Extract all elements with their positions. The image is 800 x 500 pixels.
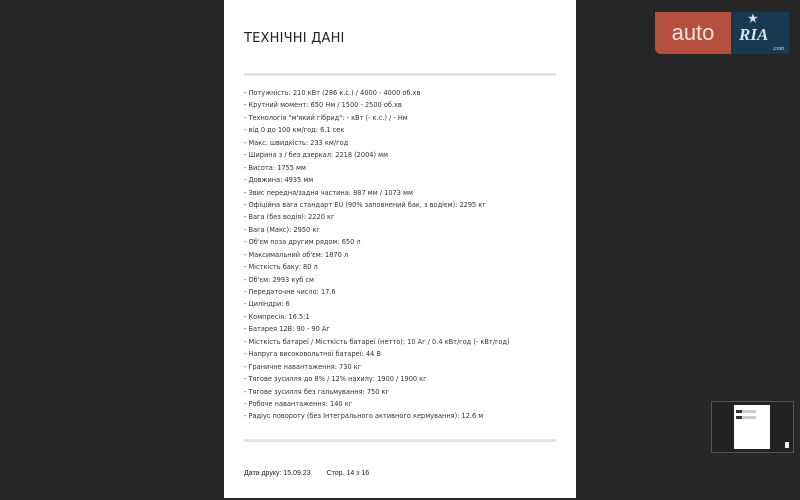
divider-bottom (244, 439, 556, 442)
spec-item: - Напруга високовольтної батареї: 44 В (244, 350, 381, 359)
spec-item: - Місткість батареї / Місткість батареї (нетто): 10 Аг / 0.4 кВт/год (- кВт/год) (244, 337, 510, 346)
logo-com-text: .com (772, 46, 784, 52)
spec-item: - Робоче навантаження: 140 кг (244, 399, 353, 408)
logo-ria-text: RIA (739, 25, 769, 44)
spec-item: - Тягове зусилля без гальмування: 750 кг (244, 387, 389, 396)
spec-item: - Тягове зусилля до 8% / 12% нахилу: 1900 / 1900 кг (244, 375, 427, 384)
page-thumbnail-navigator[interactable] (711, 401, 794, 453)
logo-auto: auto (655, 12, 731, 54)
document-page (224, 0, 576, 498)
thumbnail-indicator (785, 442, 789, 448)
spec-item: - Довжина: 4935 мм (244, 176, 314, 185)
spec-item: - Потужність: 210 кВт (286 к.с.) / 4000 - 4000 об.хв (244, 89, 421, 97)
spec-item: - Об'єм: 2993 куб см (244, 275, 314, 284)
spec-item: - Ширина з / без дзеркал: 2218 (2004) мм (244, 151, 389, 160)
spec-item: - Передаточне число: 17.6 (244, 288, 336, 296)
spec-item: - Максимальний об'єм: 1870 л (244, 250, 349, 259)
autoria-logo (655, 12, 789, 54)
divider-top (244, 73, 556, 76)
spec-item: - Висота: 1755 мм (244, 163, 306, 172)
page-title: ТЕХНІЧНІ ДАНІ (244, 31, 345, 46)
star-icon: ★ (748, 13, 758, 25)
spec-list (244, 87, 564, 423)
spec-item: - Вага (Макс): 2950 кг (244, 225, 320, 234)
page-number: Стор. 14 з 16 (326, 470, 370, 477)
spec-item: - Офіційна вага стандарт EU (90% заповнений бак, з водієм): 2295 кг (244, 200, 486, 209)
spec-item: - від 0 до 100 км/год: 6.1 сек (244, 126, 345, 135)
spec-item: - Радіус повороту (без Інтегрального активного кермування): 12.6 м (244, 412, 484, 421)
print-date: Дата друку: 15.09.23 (244, 470, 311, 477)
thumbnail-line (736, 416, 756, 419)
spec-item: - Макс. швидкість: 233 км/год (244, 138, 349, 147)
spec-item: - Вага (без водія): 2220 кг (244, 213, 335, 222)
spec-item: - Звис передня/задня частина: 887 мм / 1073 мм (244, 188, 413, 197)
spec-item: - Граничне навантаження: 730 кг (244, 362, 362, 371)
spec-item: - Об'єм поза другим рядом: 650 л (244, 238, 361, 247)
spec-item: - Крутний момент: 650 Нм / 1500 - 2500 об.хв (244, 101, 402, 110)
spec-item: - Місткість баку: 80 л (244, 263, 318, 272)
logo-ria (731, 12, 789, 54)
thumbnail-line (736, 410, 756, 413)
spec-item: - Компресія: 16.5:1 (244, 312, 310, 321)
spec-item: - Батарея 12В: 90 - 90 Аг (244, 325, 330, 334)
thumbnail-page (734, 405, 770, 449)
spec-item: - Технологія "м'який гібрид": - кВт (- к.с.) / - Нм (244, 113, 408, 122)
page-footer (244, 470, 383, 477)
spec-item: - Циліндри: 6 (244, 300, 290, 309)
